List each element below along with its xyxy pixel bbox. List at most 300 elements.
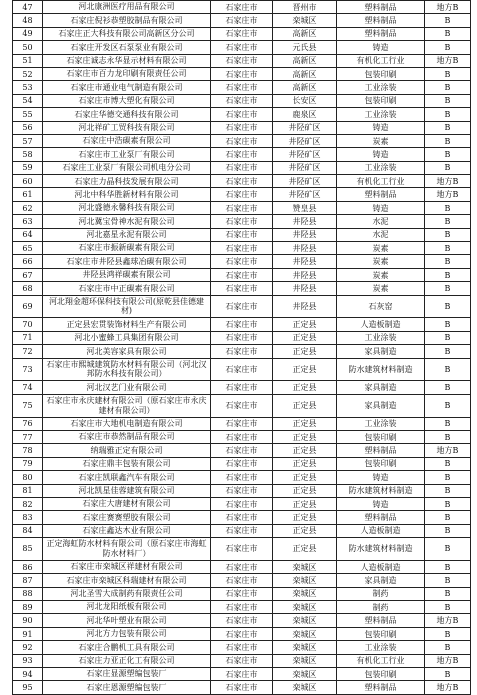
district-cell: 栾城区 <box>273 627 337 640</box>
level-cell: B <box>425 601 471 614</box>
level-cell: B <box>425 161 471 174</box>
industry-cell: 制药 <box>337 601 425 614</box>
company-name-cell: 石家庄市工业泵厂有限公司 <box>43 148 211 161</box>
row-number-cell: 82 <box>13 497 43 510</box>
table-row <box>13 381 471 394</box>
district-cell: 栾城区 <box>273 14 337 27</box>
city-cell: 石家庄市 <box>211 667 273 680</box>
level-cell: B <box>425 121 471 134</box>
company-name-cell: 河北圣雪大成制药有限责任公司 <box>43 587 211 600</box>
level-cell: B <box>425 215 471 228</box>
level-cell: B <box>425 331 471 344</box>
district-cell: 长安区 <box>273 94 337 107</box>
row-number-cell: 79 <box>13 457 43 470</box>
industry-cell: 铸造 <box>337 148 425 161</box>
industry-cell: 工业涂装 <box>337 161 425 174</box>
district-cell: 正定县 <box>273 457 337 470</box>
row-number-cell: 53 <box>13 81 43 94</box>
city-cell: 石家庄市 <box>211 444 273 457</box>
district-cell: 正定县 <box>273 331 337 344</box>
city-cell: 石家庄市 <box>211 295 273 318</box>
table-row <box>13 538 471 561</box>
district-cell: 井陉县 <box>273 228 337 241</box>
industry-cell: 塑料制品 <box>337 27 425 40</box>
level-cell: B <box>425 255 471 268</box>
company-name-cell: 河北中科华胜新材料有限公司 <box>43 188 211 201</box>
city-cell: 石家庄市 <box>211 121 273 134</box>
city-cell: 石家庄市 <box>211 268 273 281</box>
level-cell: B <box>425 108 471 121</box>
industry-cell: 塑料制品 <box>337 614 425 627</box>
company-name-cell: 河北康洲医疗用品有限公司 <box>43 1 211 14</box>
city-cell: 石家庄市 <box>211 484 273 497</box>
table-row <box>13 14 471 27</box>
table-row <box>13 345 471 358</box>
table-row <box>13 121 471 134</box>
table-row <box>13 681 471 694</box>
table-row <box>13 318 471 331</box>
city-cell: 石家庄市 <box>211 345 273 358</box>
company-name-cell: 石家庄力晶科技发展有限公司 <box>43 175 211 188</box>
company-name-cell: 纳瑞雅正定有限公司 <box>43 444 211 457</box>
industry-cell: 防水建筑材料制造 <box>337 484 425 497</box>
city-cell: 石家庄市 <box>211 394 273 417</box>
company-name-cell: 石家庄工业泵厂有限公司机电分公司 <box>43 161 211 174</box>
company-name-cell: 河北华叶塑业有限公司 <box>43 614 211 627</box>
level-cell: B <box>425 667 471 680</box>
company-name-cell: 石家庄倪衫恭塑胶制品有限公司 <box>43 14 211 27</box>
level-cell: B <box>425 295 471 318</box>
row-number-cell: 49 <box>13 27 43 40</box>
industry-cell: 家具制造 <box>337 574 425 587</box>
city-cell: 石家庄市 <box>211 497 273 510</box>
district-cell: 井陉县 <box>273 282 337 295</box>
company-name-cell: 石家庄开发区石泵泵业有限公司 <box>43 41 211 54</box>
level-cell: B <box>425 471 471 484</box>
industry-cell: 防水建筑材料制造 <box>337 358 425 381</box>
level-cell: B <box>425 538 471 561</box>
row-number-cell: 91 <box>13 627 43 640</box>
table-row <box>13 215 471 228</box>
row-number-cell: 61 <box>13 188 43 201</box>
level-cell: 地方B <box>425 654 471 667</box>
table-row <box>13 417 471 430</box>
city-cell: 石家庄市 <box>211 228 273 241</box>
company-name-cell: 石家庄合鹏机工具有限公司 <box>43 641 211 654</box>
industry-cell: 工业涂装 <box>337 641 425 654</box>
row-number-cell: 77 <box>13 430 43 443</box>
industry-cell: 制药 <box>337 587 425 600</box>
industry-cell: 包装印刷 <box>337 667 425 680</box>
company-name-cell: 河北美容家具有限公司 <box>43 345 211 358</box>
district-cell: 元氏县 <box>273 41 337 54</box>
city-cell: 石家庄市 <box>211 282 273 295</box>
company-name-cell: 正定县宏贯装饰材料生产有限公司 <box>43 318 211 331</box>
level-cell: 地方B <box>425 1 471 14</box>
row-number-cell: 55 <box>13 108 43 121</box>
industry-cell: 家具制造 <box>337 381 425 394</box>
industry-cell: 塑料制品 <box>337 188 425 201</box>
level-cell: B <box>425 381 471 394</box>
city-cell: 石家庄市 <box>211 560 273 573</box>
table-row <box>13 614 471 627</box>
city-cell: 石家庄市 <box>211 1 273 14</box>
district-cell: 栾城区 <box>273 641 337 654</box>
level-cell: B <box>425 201 471 214</box>
company-name-cell: 石家庄恩源塑编包装厂 <box>43 681 211 694</box>
district-cell: 井陉矿区 <box>273 188 337 201</box>
city-cell: 石家庄市 <box>211 201 273 214</box>
city-cell: 石家庄市 <box>211 430 273 443</box>
table-row <box>13 282 471 295</box>
city-cell: 石家庄市 <box>211 381 273 394</box>
company-name-cell: 河北小蜜蜂工具集团有限公司 <box>43 331 211 344</box>
level-cell: B <box>425 560 471 573</box>
city-cell: 石家庄市 <box>211 641 273 654</box>
city-cell: 石家庄市 <box>211 601 273 614</box>
level-cell: 地方B <box>425 175 471 188</box>
level-cell: B <box>425 41 471 54</box>
district-cell: 正定县 <box>273 471 337 484</box>
row-number-cell: 86 <box>13 560 43 573</box>
level-cell: B <box>425 430 471 443</box>
table-row <box>13 667 471 680</box>
city-cell: 石家庄市 <box>211 255 273 268</box>
industry-cell: 有机化工行业 <box>337 175 425 188</box>
industry-cell: 包装印刷 <box>337 94 425 107</box>
row-number-cell: 60 <box>13 175 43 188</box>
row-number-cell: 69 <box>13 295 43 318</box>
city-cell: 石家庄市 <box>211 161 273 174</box>
industry-cell: 工业涂装 <box>337 331 425 344</box>
industry-cell: 有机化工行业 <box>337 54 425 67</box>
table-row <box>13 444 471 457</box>
industry-cell: 炭素 <box>337 134 425 147</box>
city-cell: 石家庄市 <box>211 27 273 40</box>
city-cell: 石家庄市 <box>211 242 273 255</box>
level-cell: B <box>425 148 471 161</box>
district-cell: 正定县 <box>273 524 337 537</box>
district-cell: 鹿泉区 <box>273 108 337 121</box>
company-name-cell: 石家庄市永庆建材有限公司（原石家庄市永庆建材有限公司） <box>43 394 211 417</box>
table-row <box>13 511 471 524</box>
district-cell: 井陉县 <box>273 215 337 228</box>
row-number-cell: 67 <box>13 268 43 281</box>
row-number-cell: 90 <box>13 614 43 627</box>
row-number-cell: 94 <box>13 667 43 680</box>
row-number-cell: 95 <box>13 681 43 694</box>
company-name-cell: 河北嘉星永泥有限公司 <box>43 228 211 241</box>
table-row <box>13 331 471 344</box>
level-cell: B <box>425 358 471 381</box>
industry-cell: 有机化工行业 <box>337 654 425 667</box>
industry-cell: 塑料制品 <box>337 511 425 524</box>
row-number-cell: 93 <box>13 654 43 667</box>
city-cell: 石家庄市 <box>211 41 273 54</box>
row-number-cell: 92 <box>13 641 43 654</box>
industry-cell: 炭素 <box>337 255 425 268</box>
enterprise-table <box>12 0 471 695</box>
industry-cell: 水泥 <box>337 228 425 241</box>
company-name-cell: 石家庄市振新碳素有限公司 <box>43 242 211 255</box>
industry-cell: 铸造 <box>337 121 425 134</box>
level-cell: B <box>425 14 471 27</box>
level-cell: B <box>425 94 471 107</box>
district-cell: 正定县 <box>273 417 337 430</box>
district-cell: 晋州市 <box>273 1 337 14</box>
table-row <box>13 268 471 281</box>
city-cell: 石家庄市 <box>211 94 273 107</box>
row-number-cell: 50 <box>13 41 43 54</box>
district-cell: 井陉县 <box>273 268 337 281</box>
company-name-cell: 河北方力包装有限公司 <box>43 627 211 640</box>
district-cell: 正定县 <box>273 511 337 524</box>
row-number-cell: 56 <box>13 121 43 134</box>
table-row <box>13 148 471 161</box>
document-page <box>12 0 470 695</box>
district-cell: 正定县 <box>273 381 337 394</box>
row-number-cell: 54 <box>13 94 43 107</box>
row-number-cell: 47 <box>13 1 43 14</box>
industry-cell: 石灰窑 <box>337 295 425 318</box>
table-row <box>13 94 471 107</box>
industry-cell: 包装印刷 <box>337 627 425 640</box>
district-cell: 正定县 <box>273 538 337 561</box>
industry-cell: 工业涂装 <box>337 417 425 430</box>
district-cell: 高新区 <box>273 81 337 94</box>
district-cell: 井陉县 <box>273 242 337 255</box>
table-row <box>13 161 471 174</box>
row-number-cell: 68 <box>13 282 43 295</box>
row-number-cell: 57 <box>13 134 43 147</box>
company-name-cell: 河北凯星佳蓉建筑有限公司 <box>43 484 211 497</box>
level-cell: B <box>425 641 471 654</box>
industry-cell: 包装印刷 <box>337 67 425 80</box>
company-name-cell: 石家庄市博大塑化有限公司 <box>43 94 211 107</box>
company-name-cell: 石家庄赛赛塑胶有限公司 <box>43 511 211 524</box>
district-cell: 井陉矿区 <box>273 161 337 174</box>
level-cell: B <box>425 318 471 331</box>
company-name-cell: 石家庄市通业电气制造有限公司 <box>43 81 211 94</box>
table-row <box>13 54 471 67</box>
row-number-cell: 71 <box>13 331 43 344</box>
district-cell: 井陉矿区 <box>273 175 337 188</box>
company-name-cell: 正定海虹防水材料有限公司（原石家庄市海虹防水材料厂） <box>43 538 211 561</box>
district-cell: 高新区 <box>273 54 337 67</box>
city-cell: 石家庄市 <box>211 318 273 331</box>
table-row <box>13 27 471 40</box>
district-cell: 栾城区 <box>273 654 337 667</box>
row-number-cell: 80 <box>13 471 43 484</box>
company-name-cell: 石家庄市中正碳素有限公司 <box>43 282 211 295</box>
row-number-cell: 85 <box>13 538 43 561</box>
table-row <box>13 188 471 201</box>
table-row <box>13 574 471 587</box>
city-cell: 石家庄市 <box>211 574 273 587</box>
table-row <box>13 471 471 484</box>
company-name-cell: 石家庄正大科技有限公司高新区分公司 <box>43 27 211 40</box>
industry-cell: 工业涂装 <box>337 108 425 121</box>
level-cell: B <box>425 627 471 640</box>
table-row <box>13 134 471 147</box>
district-cell: 栾城区 <box>273 667 337 680</box>
row-number-cell: 75 <box>13 394 43 417</box>
row-number-cell: 63 <box>13 215 43 228</box>
row-number-cell: 52 <box>13 67 43 80</box>
district-cell: 高新区 <box>273 27 337 40</box>
industry-cell: 炭素 <box>337 268 425 281</box>
level-cell: B <box>425 81 471 94</box>
industry-cell: 塑料制品 <box>337 444 425 457</box>
table-row <box>13 627 471 640</box>
industry-cell: 包装印刷 <box>337 457 425 470</box>
company-name-cell: 石家庄力亚正化工有限公司 <box>43 654 211 667</box>
table-row <box>13 524 471 537</box>
level-cell: B <box>425 524 471 537</box>
city-cell: 石家庄市 <box>211 614 273 627</box>
city-cell: 石家庄市 <box>211 654 273 667</box>
table-row <box>13 201 471 214</box>
industry-cell: 人造板制造 <box>337 560 425 573</box>
level-cell: B <box>425 282 471 295</box>
district-cell: 栾城区 <box>273 587 337 600</box>
table-row <box>13 242 471 255</box>
company-name-cell: 井陉县鸿祥碳素有限公司 <box>43 268 211 281</box>
company-name-cell: 石家庄中浩碳素有限公司 <box>43 134 211 147</box>
table-row <box>13 430 471 443</box>
district-cell: 正定县 <box>273 497 337 510</box>
city-cell: 石家庄市 <box>211 331 273 344</box>
industry-cell: 铸造 <box>337 471 425 484</box>
district-cell: 栾城区 <box>273 574 337 587</box>
industry-cell: 水泥 <box>337 215 425 228</box>
row-number-cell: 83 <box>13 511 43 524</box>
level-cell: B <box>425 497 471 510</box>
table-row <box>13 175 471 188</box>
district-cell: 井陉矿区 <box>273 134 337 147</box>
company-name-cell: 石家庄大唐建材有限公司 <box>43 497 211 510</box>
company-name-cell: 石家庄市井陉县鑫球冶碳有限公司 <box>43 255 211 268</box>
company-name-cell: 石家庄鑫达木业有限公司 <box>43 524 211 537</box>
row-number-cell: 51 <box>13 54 43 67</box>
city-cell: 石家庄市 <box>211 148 273 161</box>
company-name-cell: 石家庄凯联鑫汽车有限公司 <box>43 471 211 484</box>
table-row <box>13 457 471 470</box>
city-cell: 石家庄市 <box>211 54 273 67</box>
city-cell: 石家庄市 <box>211 417 273 430</box>
district-cell: 正定县 <box>273 318 337 331</box>
district-cell: 井陉县 <box>273 295 337 318</box>
company-name-cell: 石家庄市栾城区祥建材有限公司 <box>43 560 211 573</box>
district-cell: 栾城区 <box>273 560 337 573</box>
city-cell: 石家庄市 <box>211 215 273 228</box>
level-cell: B <box>425 134 471 147</box>
row-number-cell: 66 <box>13 255 43 268</box>
district-cell: 井陉矿区 <box>273 148 337 161</box>
company-name-cell: 河北祥矿工贸科技有限公司 <box>43 121 211 134</box>
company-name-cell: 河北龙阳纸板有限公司 <box>43 601 211 614</box>
city-cell: 石家庄市 <box>211 67 273 80</box>
row-number-cell: 88 <box>13 587 43 600</box>
level-cell: B <box>425 484 471 497</box>
industry-cell: 铸造 <box>337 201 425 214</box>
industry-cell: 塑料制品 <box>337 14 425 27</box>
district-cell: 赞皇县 <box>273 201 337 214</box>
table-row <box>13 67 471 80</box>
city-cell: 石家庄市 <box>211 511 273 524</box>
district-cell: 正定县 <box>273 358 337 381</box>
level-cell: 地方B <box>425 444 471 457</box>
level-cell: B <box>425 417 471 430</box>
row-number-cell: 64 <box>13 228 43 241</box>
city-cell: 石家庄市 <box>211 14 273 27</box>
level-cell: B <box>425 345 471 358</box>
table-row <box>13 295 471 318</box>
district-cell: 正定县 <box>273 444 337 457</box>
table-row <box>13 41 471 54</box>
table-row <box>13 255 471 268</box>
row-number-cell: 74 <box>13 381 43 394</box>
city-cell: 石家庄市 <box>211 81 273 94</box>
company-name-cell: 石家庄鼎丰包装有限公司 <box>43 457 211 470</box>
city-cell: 石家庄市 <box>211 587 273 600</box>
city-cell: 石家庄市 <box>211 471 273 484</box>
level-cell: B <box>425 457 471 470</box>
district-cell: 高新区 <box>273 67 337 80</box>
level-cell: B <box>425 228 471 241</box>
level-cell: 地方B <box>425 188 471 201</box>
level-cell: B <box>425 587 471 600</box>
industry-cell: 塑料制品 <box>337 1 425 14</box>
city-cell: 石家庄市 <box>211 358 273 381</box>
row-number-cell: 89 <box>13 601 43 614</box>
company-name-cell: 石家庄市恭然制品有限公司 <box>43 430 211 443</box>
row-number-cell: 73 <box>13 358 43 381</box>
level-cell: B <box>425 27 471 40</box>
district-cell: 栾城区 <box>273 601 337 614</box>
company-name-cell: 石家庄市百力龙印刷有限责任公司 <box>43 67 211 80</box>
level-cell: B <box>425 67 471 80</box>
table-row <box>13 358 471 381</box>
company-name-cell: 石家庄市大地机电制造有限公司 <box>43 417 211 430</box>
company-name-cell: 石家庄显源塑编包装厂 <box>43 667 211 680</box>
city-cell: 石家庄市 <box>211 188 273 201</box>
city-cell: 石家庄市 <box>211 627 273 640</box>
level-cell: 地方B <box>425 614 471 627</box>
city-cell: 石家庄市 <box>211 175 273 188</box>
city-cell: 石家庄市 <box>211 524 273 537</box>
row-number-cell: 72 <box>13 345 43 358</box>
district-cell: 正定县 <box>273 345 337 358</box>
row-number-cell: 70 <box>13 318 43 331</box>
enterprise-table-body <box>13 1 471 695</box>
company-name-cell: 石家庄诚志永华显示材料有限公司 <box>43 54 211 67</box>
company-name-cell: 河北汉艺门业有限公司 <box>43 381 211 394</box>
district-cell: 正定县 <box>273 394 337 417</box>
company-name-cell: 石家庄市熙城建筑防水材料有限公司（河北汉邦防水科技有限公司） <box>43 358 211 381</box>
industry-cell: 家具制造 <box>337 394 425 417</box>
table-row <box>13 560 471 573</box>
industry-cell: 塑料制品 <box>337 681 425 694</box>
table-row <box>13 601 471 614</box>
row-number-cell: 59 <box>13 161 43 174</box>
row-number-cell: 76 <box>13 417 43 430</box>
industry-cell: 防水建筑材料制造 <box>337 538 425 561</box>
level-cell: B <box>425 511 471 524</box>
district-cell: 栾城区 <box>273 681 337 694</box>
level-cell: B <box>425 242 471 255</box>
company-name-cell: 石家庄华德交通科技有限公司 <box>43 108 211 121</box>
